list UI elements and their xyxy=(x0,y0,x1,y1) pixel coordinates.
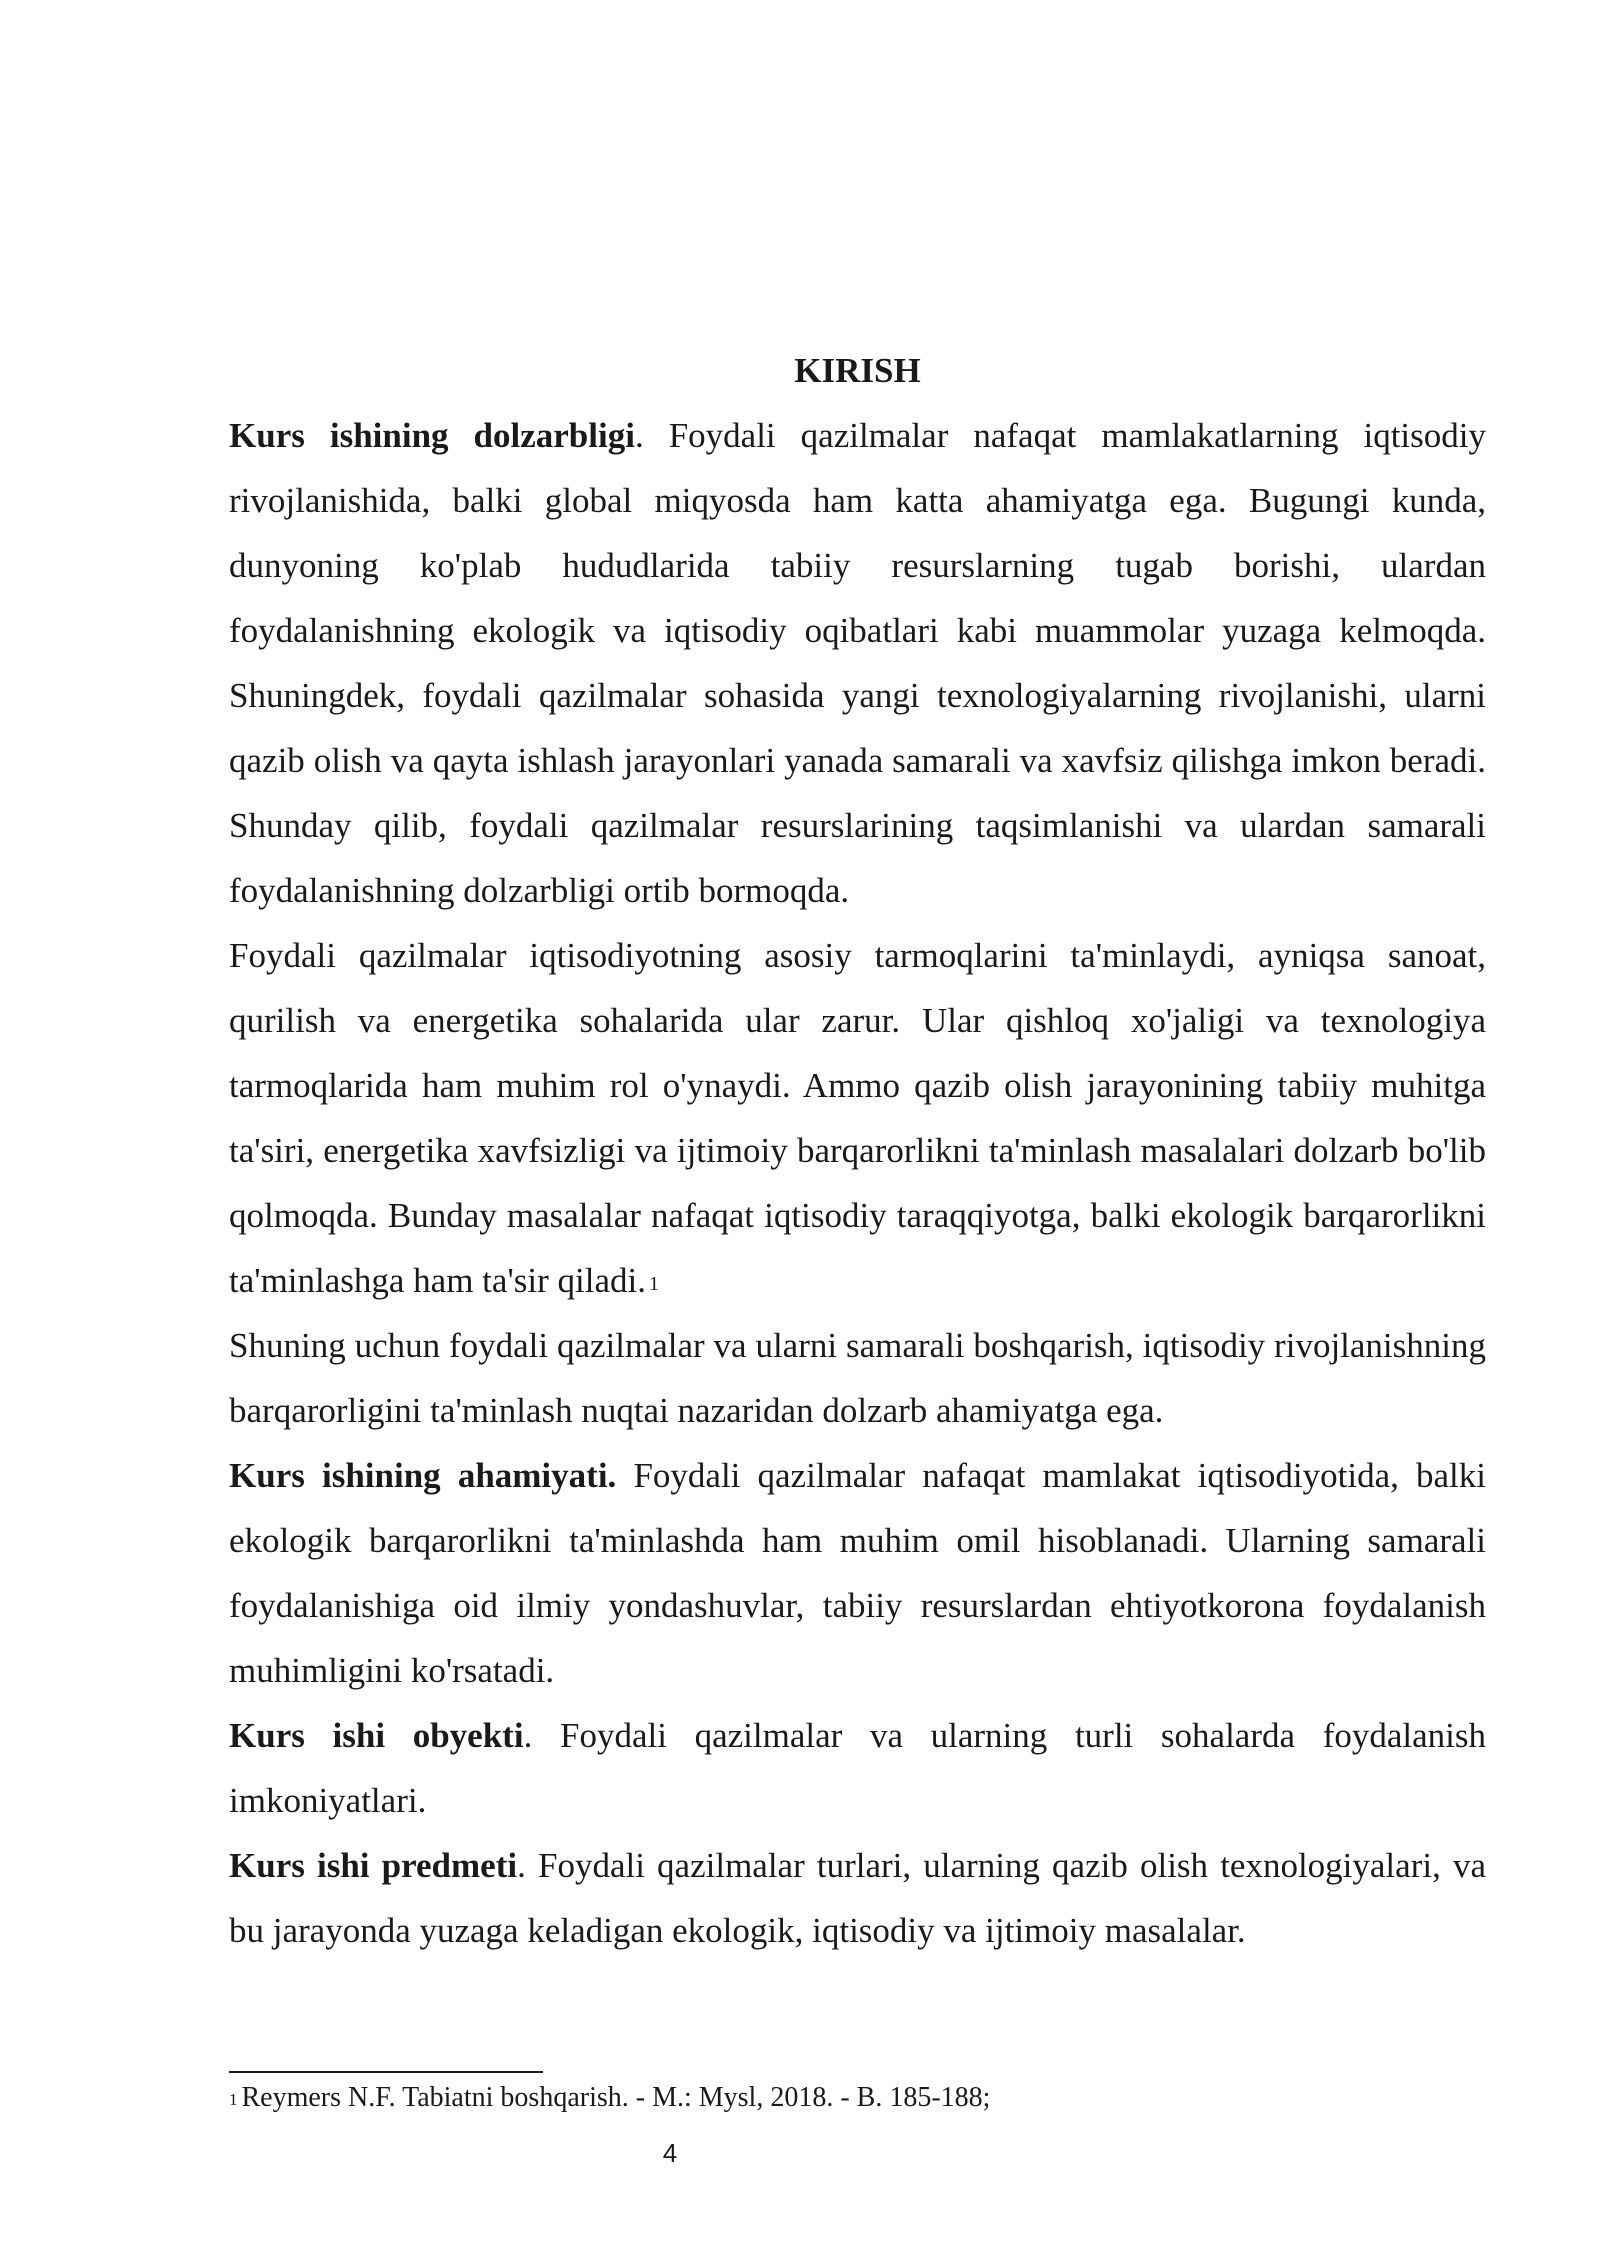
paragraph-importance xyxy=(229,1443,1486,1703)
paragraph-economy xyxy=(229,923,1486,1313)
paragraph-text: Foydali qazilmalar nafaqat mamlakat iqtisodiyotida, balki ekologik barqarorlikni ta'minlashda ham muhim omil hisoblanadi. Ularning samarali foydalanishiga oid ilmiy yondashuvlar, tabiiy resurslardan ehtiyotkorona foydalanish muhimligini ko'rsatadi. xyxy=(229,1456,1486,1690)
paragraph-text: . Foydali qazilmalar nafaqat mamlakatlarning iqtisodiy rivojlanishida, balki global miqyosda ham katta ahamiyatga ega. Bugungi kunda, dunyoning ko'plab hududlarida tabiiy resurslarning tugab borishi, ulardan foydalanishning ekologik va iqtisodiy oqibatlari kabi muammolar yuzaga kelmoqda. Shuningdek, foydali qazilmalar sohasida yangi texnologiyalarning rivojlanishi, ularni qazib olish va qayta ishlash jarayonlari yanada samarali va xavfsiz qilishga imkon beradi. Shunday qilib, foydali qazilmalar resurslarining taqsimlanishi va ulardan samarali foydalanishning dolzarbligi ortib bormoqda. xyxy=(229,416,1487,910)
footnote-reference[interactable]: 1 xyxy=(648,1273,659,1295)
footnote-text: Reymers N.F. Tabiatni boshqarish. - M.: Mysl, 2018. - B. 185-188; xyxy=(241,2082,991,2113)
paragraph-text: . Foydali qazilmalar va ularning turli sohalarda foydalanish imkoniyatlari. xyxy=(229,1716,1486,1820)
paragraph-subject xyxy=(229,1833,1486,1963)
section-heading: KIRISH xyxy=(794,351,921,390)
paragraph-text: Shuning uchun foydali qazilmalar va ularni samarali boshqarish, iqtisodiy rivojlanishning barqarorligini ta'minlash nuqtai nazaridan dolzarb ahamiyatga ega. xyxy=(229,1326,1486,1430)
paragraph-relevance xyxy=(229,403,1486,923)
paragraph-lead: Kurs ishining ahamiyati. xyxy=(229,1456,617,1495)
footnote-mark: 1 xyxy=(229,2090,238,2109)
paragraph-lead: Kurs ishining dolzarbligi xyxy=(229,416,635,455)
paragraph-object xyxy=(229,1703,1486,1833)
paragraph-text: . Foydali qazilmalar turlari, ularning qazib olish texnologiyalari, va bu jarayonda yuzaga keladigan ekologik, iqtisodiy va ijtimoiy masalalar. xyxy=(229,1846,1486,1950)
paragraph-lead: Kurs ishi predmeti xyxy=(229,1846,518,1885)
paragraph-management xyxy=(229,1313,1486,1443)
page-number: 4 xyxy=(662,2138,678,2168)
main-content xyxy=(229,338,1486,1963)
footnote-divider xyxy=(229,2071,543,2073)
paragraph-text: Foydali qazilmalar iqtisodiyotning asosiy tarmoqlarini ta'minlaydi, ayniqsa sanoat, qurilish va energetika sohalarida ular zarur. Ular qishloq xo'jaligi va texnologiya tarmoqlarida ham muhim rol o'ynaydi. Ammo qazib olish jarayonining tabiiy muhitga ta'siri, energetika xavfsizligi va ijtimoiy barqarorlikni ta'minlash masalalari dolzarb bo'lib qolmoqda. Bunday masalalar nafaqat iqtisodiy taraqqiyotga, balki ekologik barqarorlikni ta'minlashga ham ta'sir qiladi. xyxy=(229,936,1486,1300)
footnote xyxy=(229,2080,1486,2116)
paragraph-lead: Kurs ishi obyekti xyxy=(229,1716,524,1755)
